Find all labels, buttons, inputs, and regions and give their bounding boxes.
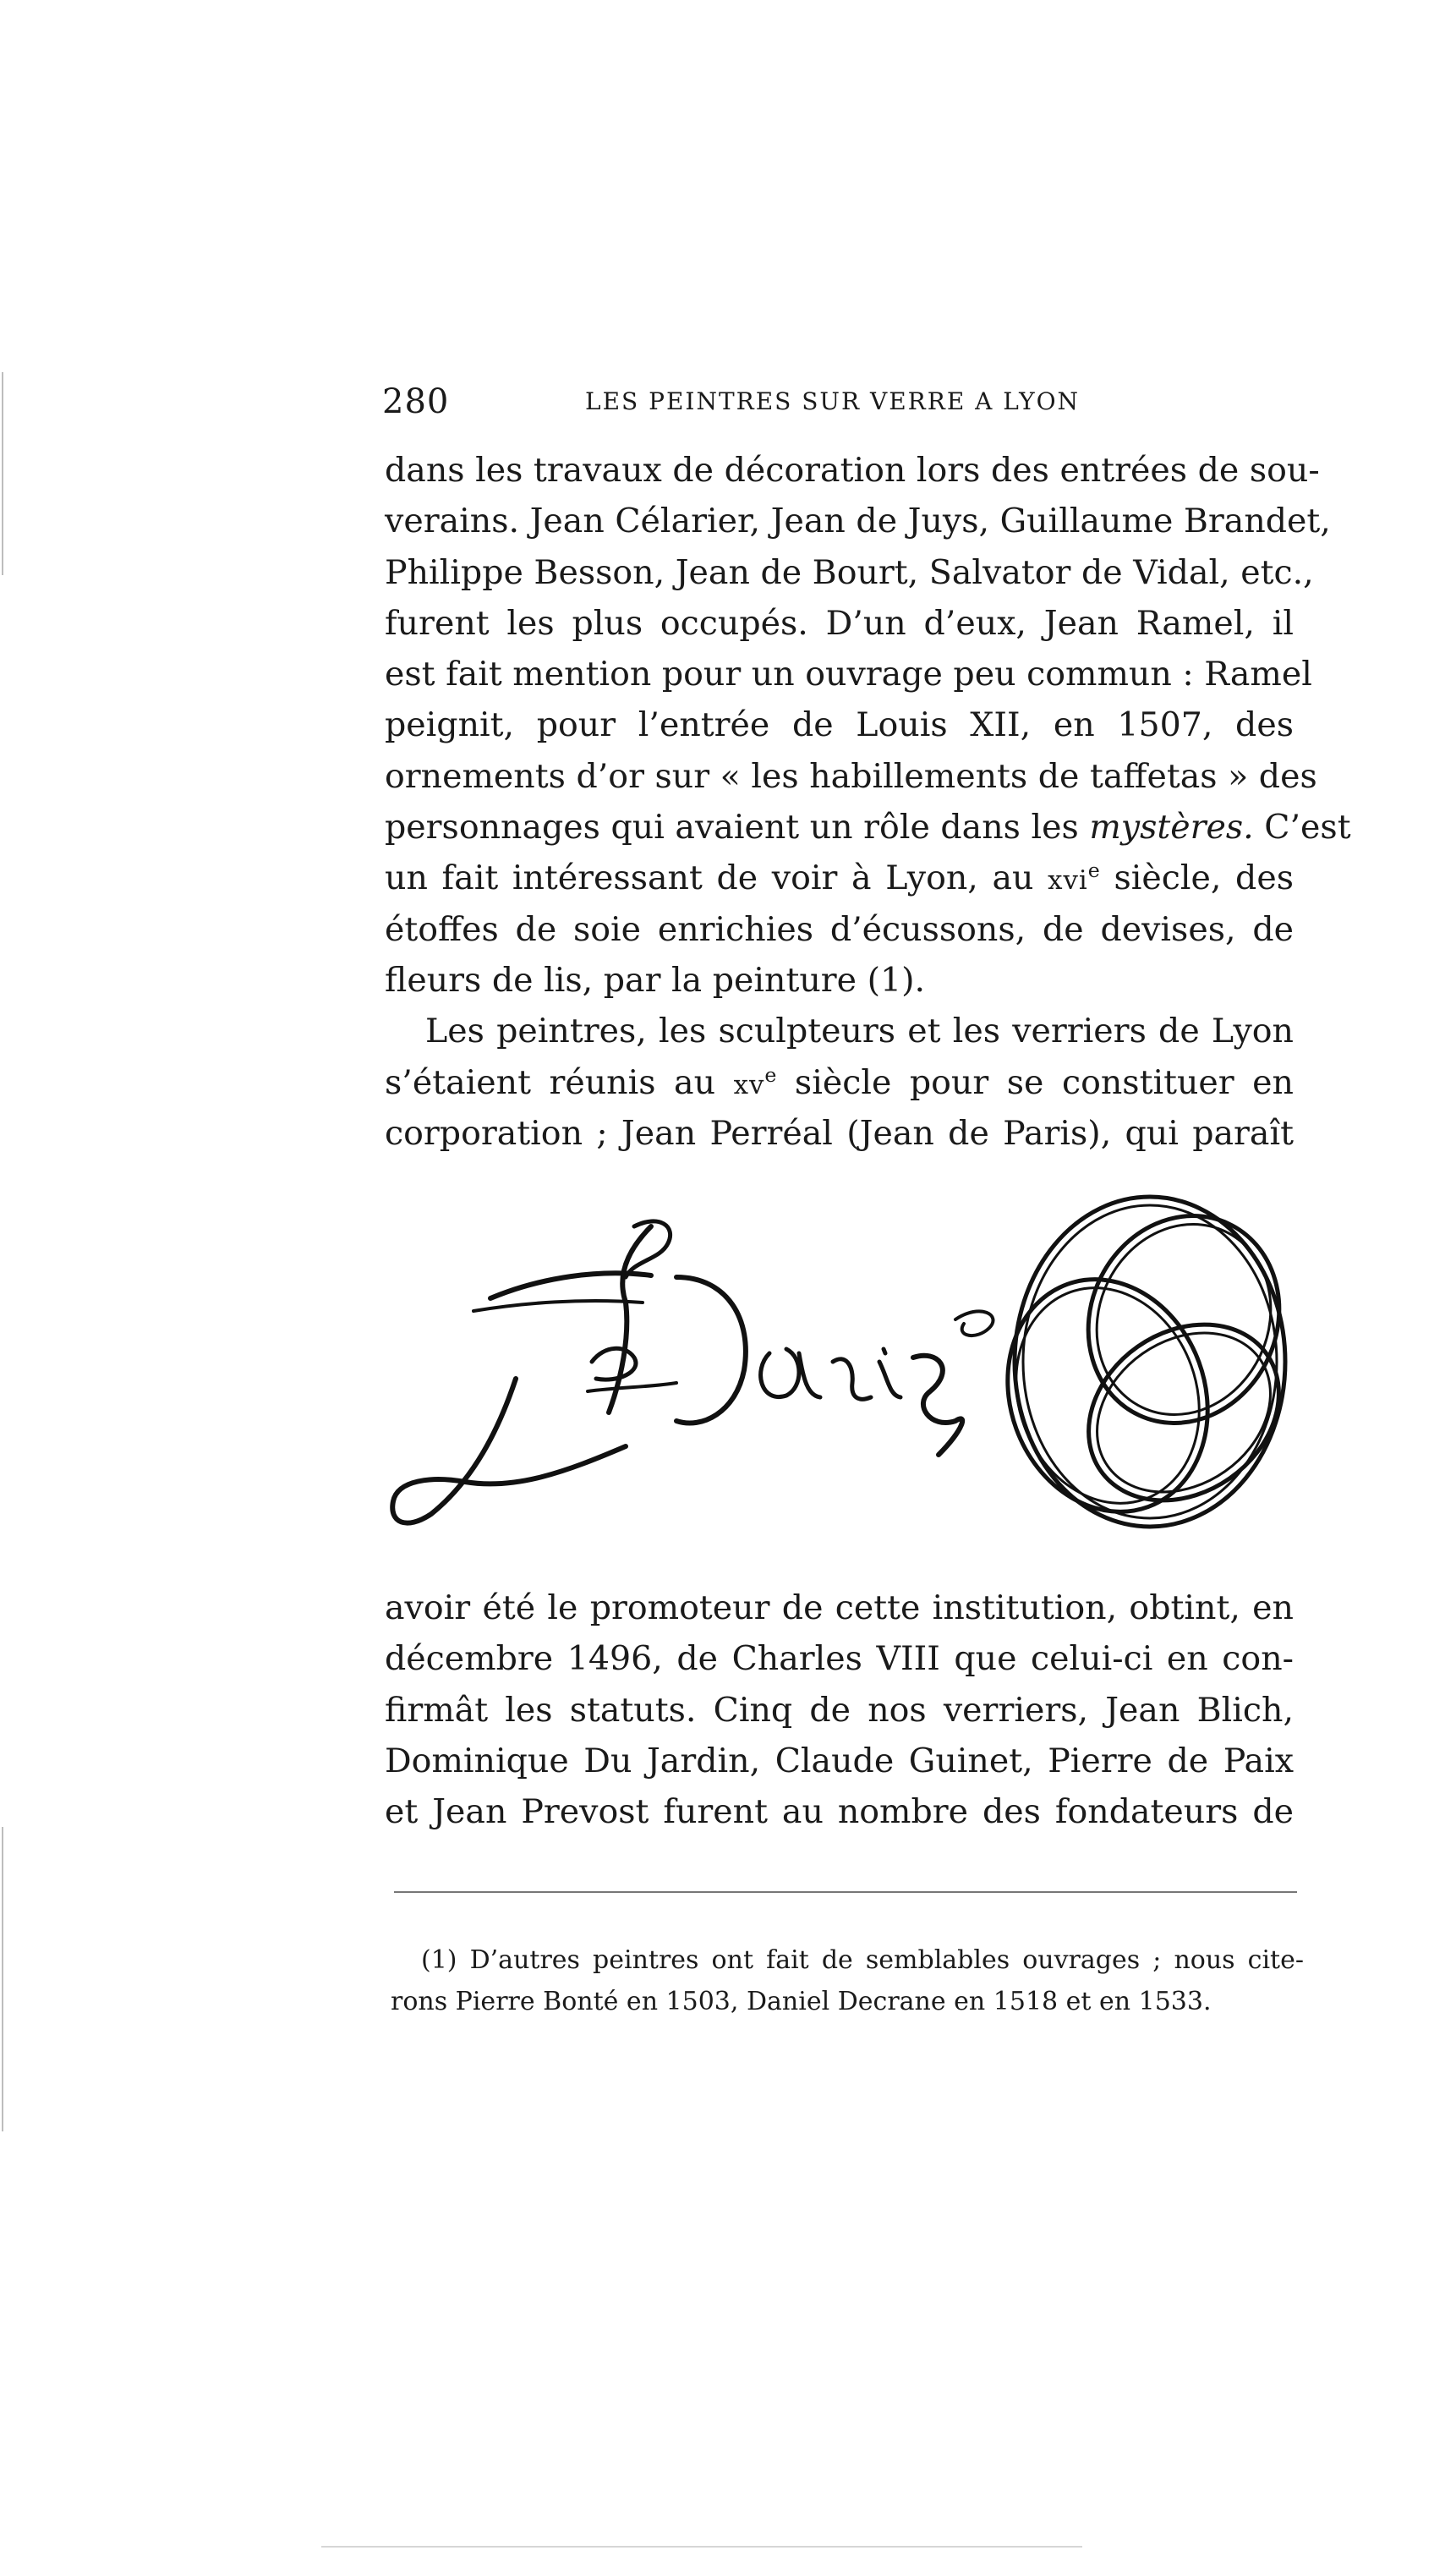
footnote-divider [394,1891,1297,1893]
page-number: 280 [382,382,450,421]
text-fragment: siècle, des [1099,858,1294,898]
signature-stroke [676,1277,746,1423]
text-line: est fait mention pour un ouvrage peu commun : Ramel [385,655,1312,694]
scan-edge-mark [321,2546,1082,2548]
italic-word: mystères. [1089,808,1254,847]
footnote [391,1939,1304,2022]
text-line: firmât les statuts. Cinq de nos verriers, Jean Blich, [385,1690,1294,1730]
text-fragment: siècle pour se constituer en [776,1062,1294,1102]
body-text-upper [385,445,1351,1159]
text-line: Dominique Du Jardin, Claude Guinet, Pierre de Paix [385,1741,1294,1780]
superscript: e [1087,858,1100,883]
footnote-line: rons Pierre Bonté en 1503, Daniel Decrane en 1518 et en 1533. [391,1987,1212,2016]
signature-stroke [473,1301,643,1311]
scan-edge-mark [2,372,3,575]
text-line [385,802,1351,853]
body-text-lower [385,1582,1294,1837]
text-line: furent les plus occupés. D’un d’eux, Jean Ramel, il [385,603,1294,643]
text-line: étoffes de soie enrichies d’écussons, de devises, de [385,909,1294,949]
text-line: décembre 1496, de Charles VIII que celui-ci en con- [385,1639,1294,1679]
text-fragment: un fait intéressant de voir à Lyon, au [385,858,1048,898]
text-line: verains. Jean Célarier, Jean de Juys, Guillaume Brandet, [385,502,1331,541]
text-fragment: personnages qui avaient un rôle dans les [385,808,1090,847]
text-line: Philippe Besson, Jean de Bourt, Salvator de Vidal, etc., [385,552,1314,592]
text-line: corporation ; Jean Perréal (Jean de Paris), qui paraît [385,1113,1294,1153]
century-numeral: xv [733,1069,765,1100]
running-head: LES PEINTRES SUR VERRE A LYON [585,387,1081,415]
text-line: dans les travaux de décoration lors des entrées de sou- [385,451,1320,490]
signature-stroke [392,1379,626,1523]
text-line: fleurs de lis, par la peinture (1). [385,960,926,1000]
text-fragment: C’est [1253,808,1351,847]
scan-edge-mark [2,1827,3,2131]
superscript: e [764,1062,777,1087]
text-line: et Jean Prevost furent au nombre des fondateurs de [385,1792,1294,1832]
footnote-line: (1) D’autres peintres ont fait de semblables ouvrages ; nous cite- [421,1945,1304,1975]
page-header [382,382,1299,425]
signature-ring [976,1251,1240,1540]
signature-stroke [955,1311,993,1336]
signature-stroke [761,1349,820,1397]
text-line: avoir été le promoteur de cette institution, obtint, en [385,1588,1294,1627]
signature-image [372,1176,1327,1565]
signature-stroke [592,1348,636,1379]
text-line: peignit, pour l’entrée de Louis XII, en 1507, des [385,705,1294,745]
signature-stroke [879,1349,900,1397]
text-line: Les peintres, les sculpteurs et les verriers de Lyon [425,1012,1294,1051]
signature-stroke [913,1356,962,1455]
text-line [385,853,1294,903]
text-line: ornements d’or sur « les habillements de taffetas » des [385,756,1317,796]
century-numeral: xvi [1048,865,1088,897]
text-line [385,1057,1294,1108]
text-fragment: s’étaient réunis au [385,1062,734,1102]
signature-stroke [588,1383,676,1391]
signature-stroke [833,1359,871,1399]
signature-stroke [609,1226,651,1412]
